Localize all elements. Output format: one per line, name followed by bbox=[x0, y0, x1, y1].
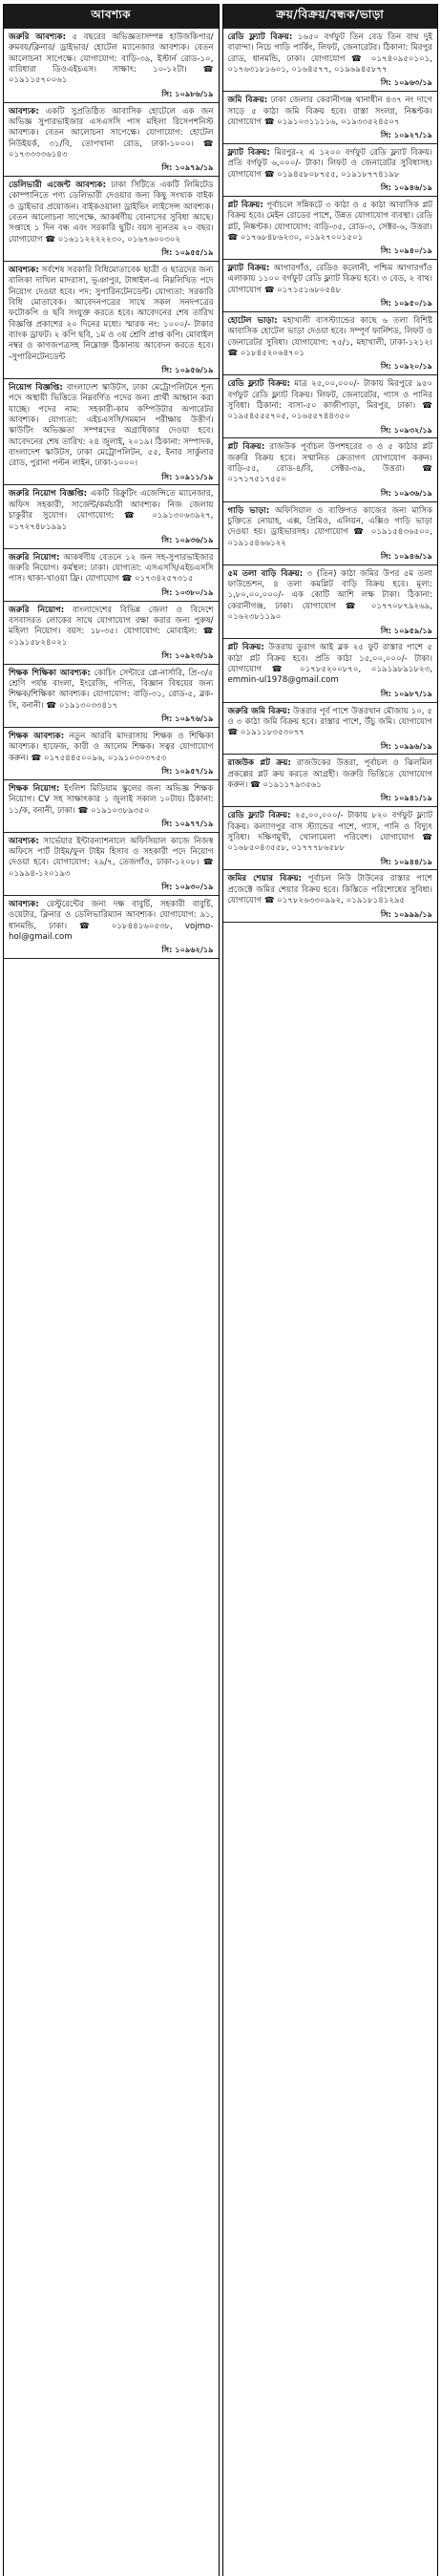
classified-ad bbox=[223, 565, 438, 640]
classified-ad bbox=[4, 833, 219, 896]
ad-body: অফিসিয়াল ও ব্যক্তিগত কাজের জন্য মাসিক চুক্তিতে নোয়াহ, এক্স, প্রিমিও, এলিয়ন, এক্সিও গাড়ি ভাড়া দেওয়া হয়। ড্রাইভারসহ। যোগাযোগ ☎ ০১৯১৫৪৩৬৫০০, ০১৯১৫৪৬৬১২২ bbox=[227, 505, 433, 548]
classified-ad bbox=[223, 502, 438, 565]
ad-reference: সি: ১০৯৮৬/১৯ bbox=[161, 88, 214, 98]
classified-ad bbox=[4, 29, 219, 103]
ad-body: আকর্ষণীয় বেতনে ১২ জন সহ-সুপারভাইজার জরুরি নিয়োগ। কর্মস্থল: ঢাকা। যোগ্যতা: এসএসসি/এইচএসসি পাস। থাকা-খাওয়া ফ্রি। যোগাযোগ ☎ ০১৭৩৪২৫৭৩১৫ bbox=[9, 552, 214, 585]
ad-heading: আবশ্যক: bbox=[9, 836, 39, 846]
ad-heading: রেডি ফ্ল্যাট বিক্রয়: bbox=[227, 379, 290, 390]
ad-body: রাজউক পূর্বাচল উপশহরের ৩ ও ৫ কাঠার প্লট জরুরি বিক্রয় হবে। সম্মানিত ক্রেতাগণ যোগাযোগ করুন। বাড়ি-৫৫, রোড-৪/বি, সেক্টর-৩৯, উত্তরা। ☎ ০১৭১৭৫১৭৫৫০ bbox=[227, 442, 433, 485]
classified-ad bbox=[223, 260, 438, 312]
ad-reference: সি: ১০৯৩২/১৯ bbox=[380, 424, 432, 435]
ad-heading: ডেলিভারী এজেন্ট আবশ্যক: bbox=[9, 181, 107, 191]
ad-reference: সি: ১০৯৯৯/১৯ bbox=[380, 908, 432, 919]
ad-body: সর্বশেষ সরকারি বিধিমোতাবেক ছাত্রী ও ছাত্রদের জন্য বালিকা দাখিল মাদরাসা, ভূঞাপুর, টাঙ্গাইল-এ নিম্নলিখিত পদে নিয়োগ দেওয়া হবে। পদ: সুপারিনটেনডেন্ট। যোগ্যতা: সরকারি বিধি মোতাবেক। আবেদনপত্রের সাথে সকল সনদপত্রের ফটোকপি ও ছবি সংযুক্ত করতে হবে। আবেদনের শেষ তারিখ বিজ্ঞপ্তি প্রকাশের ২০ দিনের মধ্যে। স্মারক নং: ১০০০/- টাকার ব্যাংক ড্রাফট। ২ কপি ছবি, ১ম ও ৩য় শ্রেণি প্রাপ্ত কপি। মোবাইল নম্বর ও কাগজপত্রসহ নিম্নোক্ত ঠিকানায় আবেদন করতে হবে। -সুপারিনটেনডেন্ট bbox=[9, 265, 214, 362]
ad-body: মহাখালী বাসস্ট্যান্ডের কাছে ৬ তলা বিশিষ্ট আবাসিক হোটেল ভাড়া দেওয়া হবে। সম্পূর্ণ ফার্নিশড, লিফট ও জেনারেটর সুবিধা। যোগাযোগ: ৭৫/১, মহাখালী, ঢাকা-১২১২। ☎ ০১৮৪৫২০৬৪৭০১ bbox=[227, 315, 432, 359]
column-header-wanted: আবশ্যক bbox=[4, 4, 219, 29]
ad-list-buy-sell-rent bbox=[223, 29, 438, 2576]
ad-body: মাত্র ২৫,০০,০০০/- টাকায় মিরপুরে ৯৫০ বর্গফুট রেডি ফ্ল্যাট বিক্রয়। লিফট, জেনারেটর, গ্যাস ও পানির সুবিধা। ঠিকানা: বাসা-৫০ কাজীপাড়া, মিরপুর, ঢাকা। ☎ ০১৯৫৪৫৫৫৭০৫, ০১৬৫৫৭৪৪৩৫০ bbox=[227, 379, 432, 422]
ad-reference: সি: ১০৯৭৬/১৯ bbox=[161, 713, 214, 724]
ad-heading: আবশ্যক: bbox=[9, 265, 39, 275]
ad-body: ৩ (তিন) কাঠা জমির উপর ৫ম তলা ফাউন্ডেশন, ৪ তলা কমপ্লিট বাড়ি বিক্রয় হবে। মূল্য: ১,৮০,০০,০০০/- এক কোটি আশি লক্ষ টাকা। ঠিকানা: কেরানীগঞ্জ, ঢাকা। যোগাযোগ ☎ ০১৭৭০৮৭৯২৬৯, ০১৬২৩৮১১৯০ bbox=[227, 568, 433, 623]
column-header-buy-sell-rent: ক্রয়/বিক্রয়/বন্ধক/ভাড়া bbox=[223, 4, 438, 29]
ad-body: রেস্টুরেন্টের জন্য দক্ষ বাবুর্চি, সহকারী বাবুর্চি, ওয়েটার, ক্লিনার ও ডেলিভারিম্যান আবশ্যক। যোগাযোগ: ৯১, ধানমন্ডি, ঢাকা। ☎ ০১৮৪৪১৬০৫৩৮, vojmo-hol@gmail.com bbox=[9, 899, 214, 942]
classified-ad bbox=[223, 144, 438, 197]
classified-ad bbox=[223, 29, 438, 92]
ad-heading: হোটেল ভাড়া: bbox=[227, 315, 278, 326]
ad-body: ২৫,০০,০০০/- টাকায় ৮২০ বর্গফুট ফ্ল্যাট বিক্রয়। কল্যাণপুর বাস স্ট্যান্ডের পাশে, গ্যাস, পানি ও বিদ্যুৎ সুবিধা। দক্ষিণমুখী, খোলামেলা পরিবেশ। যোগাযোগ ☎ ০১৬৮৫০৪৩৫৫৮, ০১৭৭৭৮৬৫৮৮ bbox=[227, 811, 433, 854]
ad-body: সার্ভেয়ার ইন্টারন্যাশনালে অফিসিয়াল কাজে নিজস্ব অফিসে পার্ট টাইম/ফুল টাইম হিসাব ও সহকারী পদে নিয়োগ দেওয়া হবে। যোগাযোগ: ২৯/৭, তেজগাঁও, ঢাকা-১২০৮। ☎ ০১৯৯৪-১২০১৯৩ bbox=[9, 836, 214, 879]
ad-body: উত্তরায় তুরাগ আই ব্লক ২৫ ফুট রাস্তার পাশে ৫ কাঠা প্লট বিক্রয় হবে। প্রতি কাঠা ১৫,০০,০০০/- টাকা। যোগাযোগ ☎ ০১৭৮৫২০০৮৭০, ০১৯১৯৮৯১৮২৩, emmin-ul1978@gmail.com bbox=[227, 643, 433, 686]
ad-heading: নিয়োগ বিজ্ঞপ্তি: bbox=[9, 382, 63, 393]
ad-reference: সি: ১০৯২৭/১৯ bbox=[380, 130, 432, 140]
ad-reference: সি: ১০৯১১/১৯ bbox=[161, 471, 214, 481]
classified-ad bbox=[4, 177, 219, 262]
ad-heading: জরুরি জমি বিক্রয়: bbox=[227, 706, 291, 716]
ad-heading: জরুরি নিয়োগ: bbox=[9, 605, 65, 615]
ad-heading: ৫ম তলা বাড়ি বিক্রয়: bbox=[227, 568, 304, 579]
ad-reference: সি: ১০৯২৩/১৯ bbox=[161, 649, 214, 660]
column-wanted bbox=[3, 4, 220, 2576]
ad-body: আগারগাঁও, রেডিও কলোনী, পশ্চিম আগারগাঁও এলাকায় ১১০০ বর্গফুট রেডি ফ্ল্যাট বিক্রয় হবে। ৩ বেড, ২ বাথ। যোগাযোগ ☎ ০১৭১৫১৬৮০৫৪৮ bbox=[227, 264, 432, 295]
ad-heading: ফ্ল্যাট বিক্রয়: bbox=[227, 264, 270, 274]
ad-body: পূর্বাচল নিউ টাউনের রাস্তার পাশে প্রজেক্টে জমির শেয়ার বিক্রয় হবে। কিস্তিতে পরিশোধের সুবিধা। যোগাযোগ ☎ ০১৭৮২৬৩৩০৯৯২, ০১৯১৮১৪১২৯৫ bbox=[227, 874, 432, 906]
ad-heading: রেডি ফ্ল্যাট বিক্রয়: bbox=[227, 811, 291, 821]
classified-ad bbox=[4, 379, 219, 486]
classified-ad bbox=[4, 262, 219, 379]
ad-reference: সি: ১০৯৫৯/১৯ bbox=[380, 625, 432, 635]
classified-ad bbox=[223, 92, 438, 144]
classified-ad bbox=[4, 896, 219, 959]
ad-body: মিরপুর-২ এ ১২০০ বর্গফুট রেডি ফ্ল্যাট বিক্রয়। প্রতি বর্গফুট ৬,০০০/- টাকা। লিফট ও জেনারেটর সুবিধাসহ। যোগাযোগ ☎ ০১৯৪৫৮০৮৭৫৫, ০১৯১৮৭৭৪১৯৮ bbox=[227, 148, 432, 180]
classified-ad bbox=[4, 665, 219, 728]
ad-reference: সি: ১০৯৭৭/১৯ bbox=[161, 818, 214, 828]
ad-body: ঢাকা জেলার কেরানীগঞ্জ থানাধীন ৪৩৭ নং দাগে সাড়ে ৫ কাঠা জমি বিক্রয় হবে। রাস্তা সংলগ্ন, নিষ্কণ্টক। যোগাযোগ ☎ ০১৯১০৩১১১১৬, ০১৯৩৩৫২৪৫০৭ bbox=[227, 96, 432, 127]
classified-ad bbox=[4, 485, 219, 548]
ad-body: কোচিং সেন্টারে প্লে-নার্সারি, প্রি-৩/৫ শ্রেণি পর্যন্ত বাংলা, ইংরেজি, গণিত, বিজ্ঞান বিষয়ের জন্য শিক্ষক/শিক্ষিকা আবশ্যক। যোগাযোগ: বাড়ি-৩১, রোড-৫, ব্লক-সি, বনানী। ☎ ০১৯১৩০৩৩৪১৭ bbox=[9, 668, 214, 711]
ad-heading: রাজউক প্লট ক্রয়: bbox=[227, 758, 291, 769]
classified-ad bbox=[223, 755, 438, 807]
ad-reference: সি: ১০৩৮০/১৯ bbox=[161, 586, 214, 597]
classified-ad bbox=[4, 728, 219, 780]
ad-body: ইংলিশ মিডিয়াম স্কুলের জন্য অভিজ্ঞ শিক্ষক নিয়োগ। CV সহ সাক্ষাৎকার ১ জুলাই সকাল ১০টায়। ঠিকানা: ১১/ক, বনানী, ঢাকা। ☎ ০১৯১০৩৮৯৩৫০ bbox=[9, 783, 214, 816]
ad-reference: সি: ১০৯৯৬/১৯ bbox=[380, 740, 432, 751]
ad-reference: সি: ১০৯৩৬/১৯ bbox=[161, 534, 214, 544]
ad-reference: সি: ১০৯৫৫/১৯ bbox=[161, 247, 214, 258]
ad-reference: সি: ১০৯৪১/১৯ bbox=[380, 793, 432, 803]
ad-reference: সি: ১০৯৮৭/১৯ bbox=[380, 688, 432, 698]
ad-body: উত্তরার পূর্ব পাশে উত্তরখান মৌজায় ১০, ৫ ও ৩ কাঠা জমি বিক্রয় হবে। রাস্তার পাশে, উঁচু জমি। যোগাযোগ ☎ ০১৯১১৮৩৫৩০৭৭ bbox=[227, 706, 432, 738]
classified-ad bbox=[4, 602, 219, 665]
ad-body: একটি রিক্রুটিং এজেন্সিতে ম্যানেজার, অফিস সহকারী, সার্জেন্ট/কর্মচারী আবশ্যক। নিজ জেলায় চাকুরীর সুযোগ। যোগাযোগ: ☎ ০১৯১৩০৬৩৯২৭, ০১৭২৭৪৮১৯৯১ bbox=[9, 489, 214, 532]
ad-reference: সি: ১০৯৬২/১৯ bbox=[161, 945, 214, 955]
classified-ad bbox=[4, 549, 219, 602]
ad-body: পূর্বাচলে সন্নিকটে ৩ কাঠা ও ৫ কাঠা আবাসিক প্লট বিক্রয় হবে। মেইন রোডের পাশে, উন্নত যোগাযোগ ব্যবস্থা। রেডি প্লট, নিষ্কণ্টক। যোগাযোগ: বাড়ি-৩৫, রোড-৩, সেক্টর-৬, উত্তরা। ☎ ০১৭৬৮৪৮৬২৩০, ০১৯২৭০০১৫০১ bbox=[227, 200, 433, 243]
ad-reference: সি: ১০৯৪০/১৯ bbox=[380, 245, 432, 256]
ad-body: ৫ বছরের অভিজ্ঞতাসম্পন্ন হাউজকিপার/ রুমবয়/ক্লিনার/ ড্রাইভার/ হোটেল ম্যানেজার আবশ্যক। বেতন আলোচনা সাপেক্ষে। যোগাযোগ: বাড়ি-৩৯, ইস্টার্ন রোড-১০, বারিধারা ডিওএইচএস। সাক্ষাৎ: ১০-১২টা। ☎ ০১৯১১৫৭০০৬১ bbox=[9, 32, 214, 86]
classified-ad bbox=[223, 703, 438, 756]
classified-ad bbox=[223, 312, 438, 375]
ad-reference: সি: ১০৯৪৬/১৯ bbox=[380, 550, 432, 561]
ad-reference: সি: ১০৯২০/১৯ bbox=[380, 361, 432, 372]
ad-heading: জরুরি আবশ্যক: bbox=[9, 32, 67, 42]
ad-heading: ফ্ল্যাট বিক্রয়: bbox=[227, 148, 270, 159]
ad-heading: আবশ্যক: bbox=[9, 899, 39, 909]
ad-heading: জরুরি নিয়োগ: bbox=[9, 552, 60, 563]
ad-heading: প্লট বিক্রয়: bbox=[227, 442, 265, 453]
ad-reference: সি: ১০৯৪৪/১৯ bbox=[380, 856, 432, 866]
ad-heading: গাড়ি ভাড়া: bbox=[227, 505, 270, 516]
classified-ad bbox=[4, 780, 219, 833]
ad-reference: সি: ১০৯৫৭/১৯ bbox=[161, 765, 214, 776]
ad-heading: প্লট বিক্রয়: bbox=[227, 643, 264, 653]
classified-ad bbox=[223, 807, 438, 870]
ad-body: বাংলাদেশ স্কাউটস, ঢাকা মেট্রোপলিটনে শূন্য পদে অস্থায়ী ভিত্তিতে নিম্নবর্ণিত পদের জন্য প্রার্থী আহ্বান করা যাচ্ছে। পদের নাম: সহকারী-কাম কম্পিউটার অপারেটর আবশ্যক। যোগ্যতা: এইচএসসি/সমমান পরীক্ষায় উত্তীর্ণ। স্কাউটিং অভিজ্ঞতা সম্পন্নদের অগ্রাধিকার দেওয়া হবে। আবেদনের শেষ তারিখ: ২৪ জুলাই, ২০১৯। ঠিকানা: সম্পাদক, বাংলাদেশ স্কাউটস, ঢাকা মেট্রোপলিটন, ৫৫, ইনার সার্কুলার রোড, পুরানা পল্টন লাইন, ঢাকা-১০০০। bbox=[9, 382, 214, 469]
ad-heading: জরুরি নিয়োগ বিজ্ঞপ্তি: bbox=[9, 489, 88, 500]
ad-heading: জমি বিক্রয়: bbox=[227, 96, 268, 106]
ad-list-wanted bbox=[4, 29, 219, 2576]
ad-heading: আবশ্যক: bbox=[9, 106, 39, 117]
ad-reference: সি: ১০৯৬৩/১৯ bbox=[380, 77, 432, 88]
ad-body: নতুন আরবি মাদরাসায় শিক্ষক ও শিক্ষিকা আবশ্যক। হাফেজ, কারী ও আলেম শিক্ষক। সত্বর যোগাযোগ করুন। ☎ ০১৭৫৪৪৫০০৯৬, ০১৯১০৩০৩৭৫৩ bbox=[9, 731, 214, 763]
ad-heading: শিক্ষক শিক্ষিকা আবশ্যক: bbox=[9, 668, 91, 678]
ad-body: বাংলাদেশের বিভিন্ন জেলা ও বিদেশে বসবাসরত লোকের সাথে যোগাযোগ রক্ষা করার জন্য পুরুষ/মহিলা নিয়োগ। বয়স: ১৮-৩৫। যোগাযোগ: মোবাইল: ☎ ০১৯১৫৮২৪০২১ bbox=[9, 605, 214, 648]
ad-reference: সি: ১০৯৩০/১৯ bbox=[161, 882, 214, 892]
ad-reference: সি: ১০৯৭৯/১৯ bbox=[161, 162, 214, 173]
classified-ad bbox=[223, 870, 438, 923]
classified-ad bbox=[223, 639, 438, 702]
classified-ad bbox=[223, 197, 438, 260]
ad-reference: সি: ১০৯৪৬/১৯ bbox=[380, 182, 432, 193]
column-buy-sell-rent bbox=[222, 4, 439, 2576]
ad-heading: শিক্ষক নিয়োগ: bbox=[9, 783, 60, 794]
ad-heading: জমির শেয়ার বিক্রয়: bbox=[227, 874, 302, 884]
ad-reference: সি: ১০৯৩৬/১৯ bbox=[380, 487, 432, 498]
ad-body: ১৬৫০ বর্গফুট তিন বেড তিন বাথ দুই বারান্দা। নিচে গাড়ি পার্কিং, লিফট, জেনারেটর। ঠিকানা: মিরপুর রোড, ধানমন্ডি, ঢাকা। যোগাযোগ ☎ ০১৭৪০৯৫০১০১, ০১৭৬৩১৮১৬০১, ০১৬৪৫৭৭, ০১৯৬৯৪৫৮৭৭ bbox=[227, 32, 432, 75]
ad-body: ঢাকা সিটিতে একটি লিমিটেড কোম্পানিতে পণ্য ডেলিভারী দেওয়ার জন্য কিছু সংখ্যক বাইক ও ড্রাইভার প্রয়োজন। বাইকওয়ালা ড্রাইভিং লাইসেন্স আবশ্যক। বেতন আলোচনা সাপেক্ষে, আকর্ষণীয় বোনাসের সুবিধা আছে। সপ্তাহে ১ দিন বন্ধ এবং সরকারি ছুটি। বয়স ন্যূনতম ২০ বছর। যোগাযোগ ☎ ০১৬১১২২২২২৩০, ০১৬৭৬০০৩০২ bbox=[9, 181, 214, 245]
ad-body: রাজউকের উত্তরা, পূর্বাচল ও ঝিলমিল প্রকল্পের প্লট ক্রয় করতে আগ্রহী। জরুরি ভিত্তিতে যোগাযোগ করুন। ☎ ০১৯১১৭৯৩৫৬১ bbox=[227, 758, 432, 791]
classified-ad bbox=[4, 103, 219, 178]
ad-heading: প্লট বিক্রয়: bbox=[227, 200, 263, 210]
ad-heading: শিক্ষক আবশ্যক: bbox=[9, 731, 65, 741]
ad-reference: সি: ১০৯৫০/১৯ bbox=[380, 298, 432, 309]
ad-heading: রেডি ফ্ল্যাট বিক্রয়: bbox=[227, 32, 293, 42]
classified-ad bbox=[223, 438, 438, 501]
ad-body: একটি সুপ্রতিষ্ঠিত আবাসিক হোটেলে এক জন অভিজ্ঞ সুপারভাইজার এসএসসি পাস মহিলা রিসেপশনিস্ট আবশ্যক। বেতন আলোচনা সাপেক্ষে। যোগাযোগ: হোটেল নিউইয়র্ক, ৩১/বি, তোপখানা রোড, ঢাকা-১০০০। ☎ ০১৭৩৩৩৩৬১৪৩ bbox=[9, 106, 214, 160]
classified-ad bbox=[223, 375, 438, 438]
ad-reference: সি: ১০৯৫৬/১৯ bbox=[161, 365, 214, 375]
